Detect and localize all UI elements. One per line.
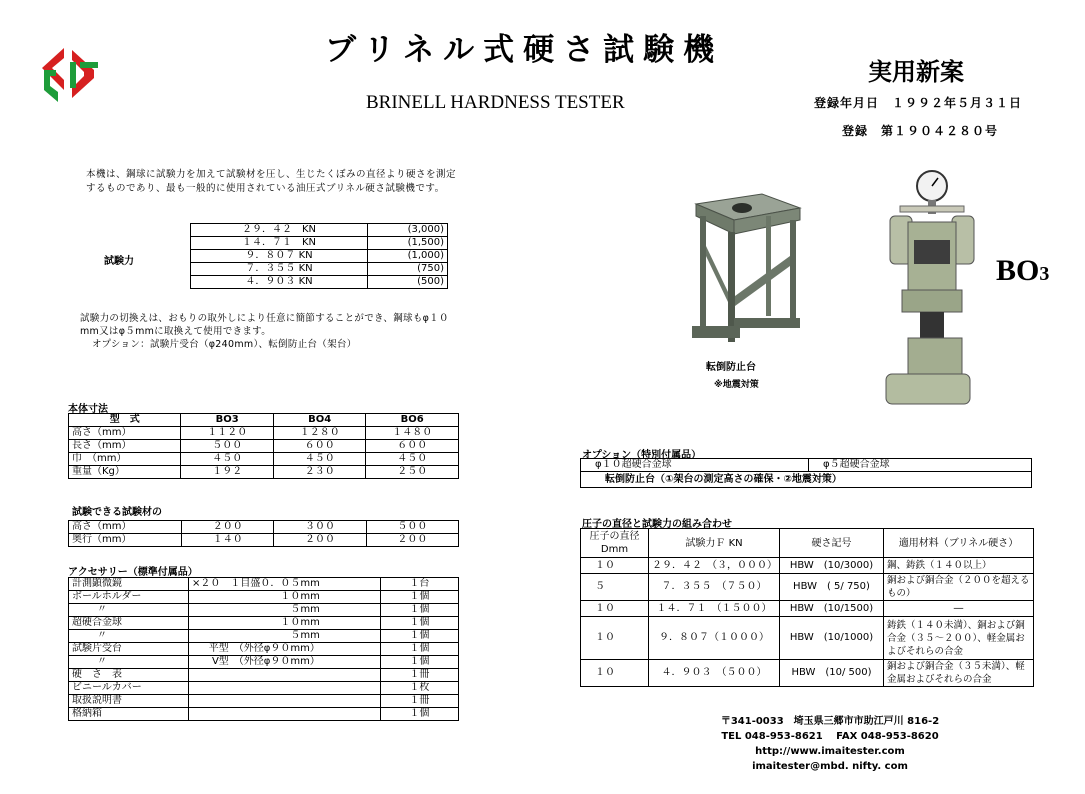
table-cell: 硬 さ 表: [69, 669, 189, 682]
table-row: [581, 558, 1034, 574]
table-row: [191, 250, 448, 263]
table-cell: ２９．４２ （３，０００）: [649, 558, 780, 574]
table-row: [69, 604, 459, 617]
table-cell: ×２０ １目盛０．０５mm: [189, 578, 381, 591]
table-row: [69, 521, 459, 534]
table-cell: １４．７１ （１５００）: [649, 601, 780, 617]
column-header: BO3: [181, 414, 274, 427]
table-row: [581, 601, 1034, 617]
test-force-table: [190, 223, 448, 289]
table-cell: １０: [581, 660, 649, 687]
table-cell: 長さ（mm）: [69, 440, 181, 453]
tel-fax: TEL 048-953-8621 FAX 048-953-8620: [721, 731, 939, 742]
column-header: BO4: [273, 414, 366, 427]
dimensions-title: 本体寸法: [68, 404, 108, 415]
table-row: [69, 453, 459, 466]
company-logo: [36, 40, 106, 108]
table-cell: 巾 （mm）: [69, 453, 181, 466]
intro-text: 本機は、鋼球に試験力を加えて試験材を圧し、生じたくぼみの直径より硬さを測定するものであり、最も一般的に使用されている油圧式ブリネル硬さ試験機です。: [86, 169, 457, 194]
address: 〒341-0033 埼玉県三郷市市助江戸川 816-2: [720, 716, 940, 727]
table-cell: 銅および銅合金（３５未満）、軽金属およびそれらの合金: [884, 660, 1034, 687]
test-force-kgf: (1,000): [368, 250, 448, 263]
table-row: [191, 224, 448, 237]
column-header: 適用材料（ブリネル硬さ）: [884, 529, 1034, 558]
model-label-sub: 3: [1039, 263, 1050, 285]
table-row: [69, 708, 459, 721]
table-cell: 計測顕微鏡: [69, 578, 189, 591]
column-header: 試験力Ｆ KN: [649, 529, 780, 558]
utility-model-label: 実用新案: [868, 58, 964, 86]
model-label: [996, 254, 1049, 288]
table-cell: １４８０: [366, 427, 459, 440]
stand-caption: 転倒防止台: [706, 362, 756, 373]
table-cell: １０mm: [189, 617, 381, 630]
table-cell: ２００: [182, 521, 274, 534]
table-cell: [189, 695, 381, 708]
accessories-table: [68, 577, 459, 721]
table-row: [69, 643, 459, 656]
table-cell: １個: [380, 643, 458, 656]
table-cell: 高さ（mm）: [69, 521, 182, 534]
option-ball-10: φ１０超硬合金球: [581, 459, 809, 472]
table-cell: ６００: [273, 440, 366, 453]
website-link[interactable]: http://www.imaitester.com: [755, 746, 905, 757]
test-force-kn: ４．９０３ KN: [191, 276, 368, 289]
table-cell: ５: [581, 574, 649, 601]
registration-date: 登録年月日 １９９２年５月３１日: [814, 96, 1023, 110]
note-line-2: オプション：試験片受台（φ240mm）、転倒防止台（架台）: [92, 339, 357, 350]
table-cell: V型 （外径φ９０mm）: [189, 656, 381, 669]
table-row: [191, 263, 448, 276]
test-force-kgf: (500): [368, 276, 448, 289]
table-cell: ―: [884, 601, 1034, 617]
table-cell: １９２: [181, 466, 274, 479]
table-cell: HBW (10/3000): [780, 558, 884, 574]
table-row: [69, 656, 459, 669]
table-cell: １０: [581, 617, 649, 660]
table-cell: ６００: [366, 440, 459, 453]
option-stand-text: 転倒防止台（①架台の測定高さの確保・②地震対策）: [605, 473, 842, 485]
table-cell: 超硬合金球: [69, 617, 189, 630]
table-row: [581, 574, 1034, 601]
table-cell: HBW (10/ 500): [780, 660, 884, 687]
test-force-kgf: (750): [368, 263, 448, 276]
table-cell: １冊: [380, 669, 458, 682]
table-cell: １２８０: [273, 427, 366, 440]
table-row: [69, 534, 459, 547]
table-cell: ボールホルダー: [69, 591, 189, 604]
table-row: [69, 682, 459, 695]
table-cell: ９．８０７（１０００）: [649, 617, 780, 660]
table-cell: 奥行（mm）: [69, 534, 182, 547]
table-row: [581, 617, 1034, 660]
options-table: [580, 458, 1032, 488]
table-cell: １個: [380, 604, 458, 617]
table-cell: HBW (10/1000): [780, 617, 884, 660]
test-force-kgf: (1,500): [368, 237, 448, 250]
column-header: 圧子の直径 Dmm: [581, 529, 649, 558]
table-cell: １０: [581, 558, 649, 574]
note-line-1: 試験力の切換えは、おもりの取外しにより任意に簡節することができ、鋼球もφ１０mm又はφ５mmに取換えて使用できます。: [80, 313, 449, 337]
table-row: [69, 591, 459, 604]
table-cell: １個: [380, 708, 458, 721]
table-row: [69, 630, 459, 643]
table-cell: ビニールカバー: [69, 682, 189, 695]
brinell-tester-image: [880, 170, 984, 408]
table-cell: [189, 682, 381, 695]
table-cell: ５mm: [189, 604, 381, 617]
table-cell: ４．９０３ （５００）: [649, 660, 780, 687]
table-cell: １台: [380, 578, 458, 591]
table-cell: 高さ（mm）: [69, 427, 181, 440]
accessories-title: アクセサリー（標準付属品）: [68, 567, 198, 578]
table-cell: ２００: [366, 534, 458, 547]
anti-tip-stand-image: [682, 186, 808, 348]
specimen-table: [68, 520, 459, 547]
table-cell: [189, 708, 381, 721]
table-cell: ４５０: [366, 453, 459, 466]
column-header: 型 式: [69, 414, 181, 427]
table-cell: １個: [380, 591, 458, 604]
table-cell: １枚: [380, 682, 458, 695]
table-cell: 〃: [69, 604, 189, 617]
model-label-main: BO: [996, 254, 1040, 287]
table-row: [69, 617, 459, 630]
table-cell: ２５０: [366, 466, 459, 479]
table-cell: １０mm: [189, 591, 381, 604]
contact-footer: [700, 714, 960, 774]
table-cell: ７．３５５ （７５０）: [649, 574, 780, 601]
table-row: [69, 578, 459, 591]
table-cell: 銅および銅合金（２００を超えるもの）: [884, 574, 1034, 601]
table-cell: 重量（Kg）: [69, 466, 181, 479]
test-force-kn: １４．７１ KN: [191, 237, 368, 250]
table-cell: 試験片受台: [69, 643, 189, 656]
table-row: [69, 466, 459, 479]
table-cell: １個: [380, 617, 458, 630]
note-text: [80, 312, 460, 351]
table-cell: 鋼、鋳鉄（１４０以上）: [884, 558, 1034, 574]
page-title: ブリネル式硬さ試験機: [325, 32, 724, 68]
page-subtitle: BRINELL HARDNESS TESTER: [366, 92, 625, 113]
table-cell: ２００: [274, 534, 366, 547]
registration-number: 登録 第１９０４２８０号: [842, 124, 999, 138]
specimen-title: 試験できる試験材の: [72, 507, 162, 518]
table-cell: ３００: [274, 521, 366, 534]
table-cell: 格納箱: [69, 708, 189, 721]
table-cell: １個: [380, 656, 458, 669]
options-title: オプション（特別付属品）: [582, 450, 702, 461]
table-cell: ２３０: [273, 466, 366, 479]
test-force-kn: ２９．４２ KN: [191, 224, 368, 237]
test-force-kn: ９．８０７ KN: [191, 250, 368, 263]
table-row: [191, 237, 448, 250]
table-cell: ４５０: [181, 453, 274, 466]
table-row: [69, 695, 459, 708]
table-cell: １冊: [380, 695, 458, 708]
stand-note: ※地震対策: [714, 380, 759, 390]
table-cell: 平型 （外径φ９０mm）: [189, 643, 381, 656]
option-stand: [581, 472, 1032, 488]
table-row: [69, 427, 459, 440]
table-cell: ５００: [181, 440, 274, 453]
table-cell: １１２０: [181, 427, 274, 440]
table-cell: ５mm: [189, 630, 381, 643]
table-cell: １０: [581, 601, 649, 617]
table-row: [191, 276, 448, 289]
column-header: BO6: [366, 414, 459, 427]
test-force-kn: ７．３５５ KN: [191, 263, 368, 276]
table-cell: HBW (10/1500): [780, 601, 884, 617]
combo-title: 圧子の直径と試験力の組み合わせ: [582, 519, 732, 530]
table-cell: 〃: [69, 656, 189, 669]
table-cell: １個: [380, 630, 458, 643]
test-force-kgf: (3,000): [368, 224, 448, 237]
table-cell: [189, 669, 381, 682]
table-row: [581, 660, 1034, 687]
option-ball-5: φ５超硬合金球: [809, 459, 1032, 472]
column-header: 硬さ記号: [780, 529, 884, 558]
table-cell: 〃: [69, 630, 189, 643]
table-cell: ５００: [366, 521, 458, 534]
table-cell: 取扱説明書: [69, 695, 189, 708]
table-row: [69, 669, 459, 682]
combo-table: [580, 528, 1034, 687]
table-cell: HBW ( 5/ 750): [780, 574, 884, 601]
table-cell: ４５０: [273, 453, 366, 466]
email-link[interactable]: imaitester@mbd. nifty. com: [752, 761, 908, 772]
dimensions-table: [68, 413, 459, 479]
test-force-label: 試験力: [104, 256, 134, 267]
table-cell: １４０: [182, 534, 274, 547]
table-cell: 鋳鉄（１４０未満）、銅および銅合金（３５～２００）、軽金属およびそれらの合金: [884, 617, 1034, 660]
table-row: [69, 440, 459, 453]
